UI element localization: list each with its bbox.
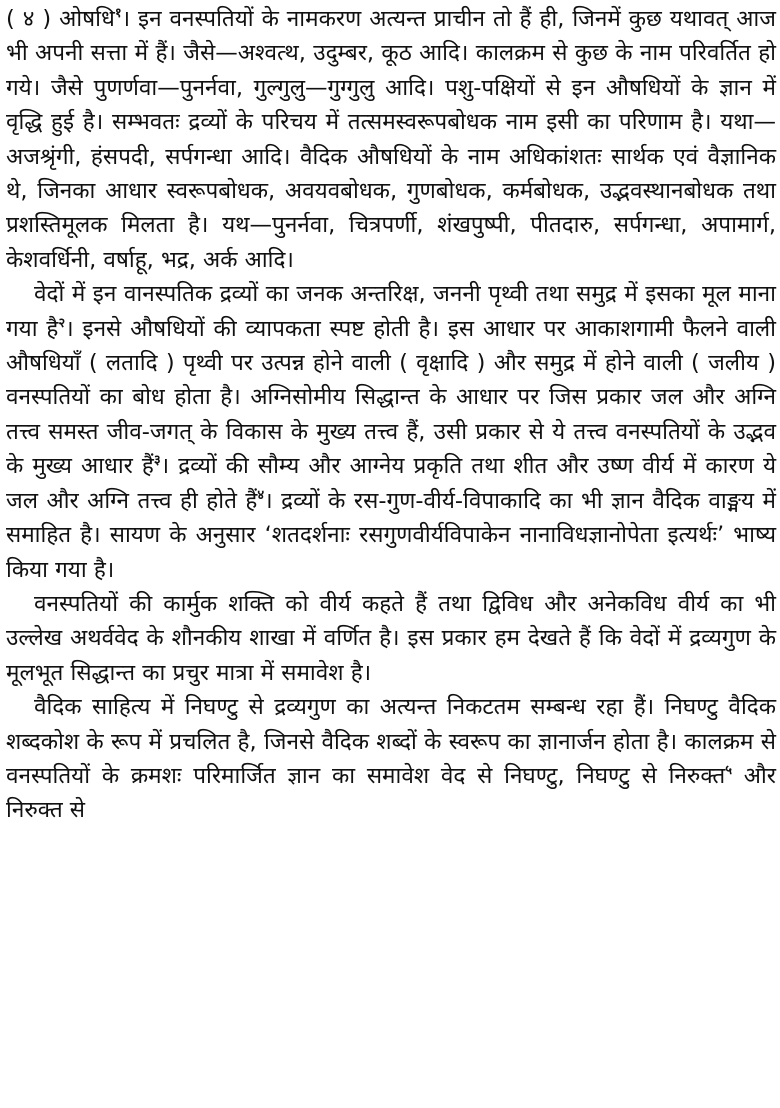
paragraph <box>6 277 776 587</box>
paragraph-text: । इनसे औषधियों की व्यापकता स्पष्ट होती है। इस आधार पर आकाशगामी फैलने वाली औषधियाँ ( लतादि ) पृथ्वी पर उत्पन्न होने वाली ( वृक्षादि ) और समुद्र में होने वाली ( जलीय ) वनस्पतियों का बोध होता है। अग्निसोमीय सिद्धान्त के आधार पर जिस प्रकार जल और अग्नि तत्त्व समस्त जीव-जगत् के विकास के मुख्य तत्त्व हैं, उसी प्रकार से ये तत्त्व वनस्पतियों के उद्भव के मुख्य आधार हैं <box>6 315 776 480</box>
paragraph-text: ( ४ ) ओषधि <box>6 6 115 32</box>
paragraph-text: और निरुक्त से <box>6 762 776 824</box>
footnote-marker: ४ <box>257 487 265 503</box>
paragraph-text: । द्रव्यों की सौम्य और आग्नेय प्रकृति तथा शीत और उष्ण वीर्य में कारण ये जल और अग्नि तत्त्व ही होते हैं <box>6 453 777 514</box>
paragraph <box>6 587 776 690</box>
paragraph-text: वेदों में इन वानस्पतिक द्रव्यों का जनक अन्तरिक्ष, जननी पृथ्वी तथा समुद्र में इसका मूल माना गया है <box>6 281 776 342</box>
page-text <box>6 2 776 828</box>
footnote-marker: ३ <box>153 453 161 469</box>
footnote-marker: २ <box>58 315 66 331</box>
footnote-marker: १ <box>114 6 122 21</box>
paragraph <box>6 2 776 277</box>
paragraph <box>6 690 776 828</box>
paragraph-text: । द्रव्यों के रस-गुण-वीर्य-विपाकादि का भी ज्ञान वैदिक वाङ्मय में समाहित है। सायण के अनुसार ‘शतदर्शनाः रसगुणवीर्यविपाकेन नानाविधज्ञानोपेता इत्यर्थः’ भाष्य किया गया है। <box>6 487 776 583</box>
footnote-marker: ५ <box>725 762 732 778</box>
paragraph-text: । इन वनस्पतियों के नामकरण अत्यन्त प्राचीन तो हैं ही, जिनमें कुछ यथावत् आज भी अपनी सत्ता में हैं। जैसे—अश्वत्थ, उदुम्बर, कूठ आदि। कालक्रम से कुछ के नाम परिवर्तित हो गये। जैसे पुणर्णवा—पुनर्नवा, गुल्गुलु—गुग्गुलु आदि। पशु-पक्षियों से इन औषधियों के ज्ञान में वृद्धि हुई है। सम्भवतः द्रव्यों के परिचय में तत्समस्वरूपबोधक नाम इसी का परिणाम है। यथा—अजश्रृंगी, हंसपदी, सर्पगन्धा आदि। वैदिक औषधियों के नाम अधिकांशतः सार्थक एवं वैज्ञानिक थे, जिनका आधार स्वरूपबोधक, अवयवबोधक, गुणबोधक, कर्मबोधक, उद्भवस्थानबोधक तथा प्रशस्तिमूलक मिलता है। यथ—पुनर्नवा, चित्रपर्णी, शंखपुष्पी, पीतदारु, सर्पगन्धा, अपामार्ग, केशवर्धिनी, वर्षाहू, भद्र, अर्क आदि। <box>6 6 776 273</box>
paragraph-text: वनस्पतियों की कार्मुक शक्ति को वीर्य कहते हैं तथा द्विविध और अनेकविध वीर्य का भी उल्लेख अथर्ववेद के शौनकीय शाखा में वर्णित है। इस प्रकार हम देखते हैं कि वेदों में द्रव्यगुण के मूलभूत सिद्धान्त का प्रचुर मात्रा में समावेश है। <box>6 590 776 686</box>
paragraph-text: वैदिक साहित्य में निघण्टु से द्रव्यगुण का अत्यन्त निकटतम सम्बन्ध रहा हैं। निघण्टु वैदिक शब्दकोश के रूप में प्रचलित है, जिनसे वैदिक शब्दों के स्वरूप का ज्ञानार्जन होता है। कालक्रम से वनस्पतियों के क्रमशः परिमार्जित ज्ञान का समावेश वेद से निघण्टु, निघण्टु से निरुक्त <box>6 694 776 789</box>
